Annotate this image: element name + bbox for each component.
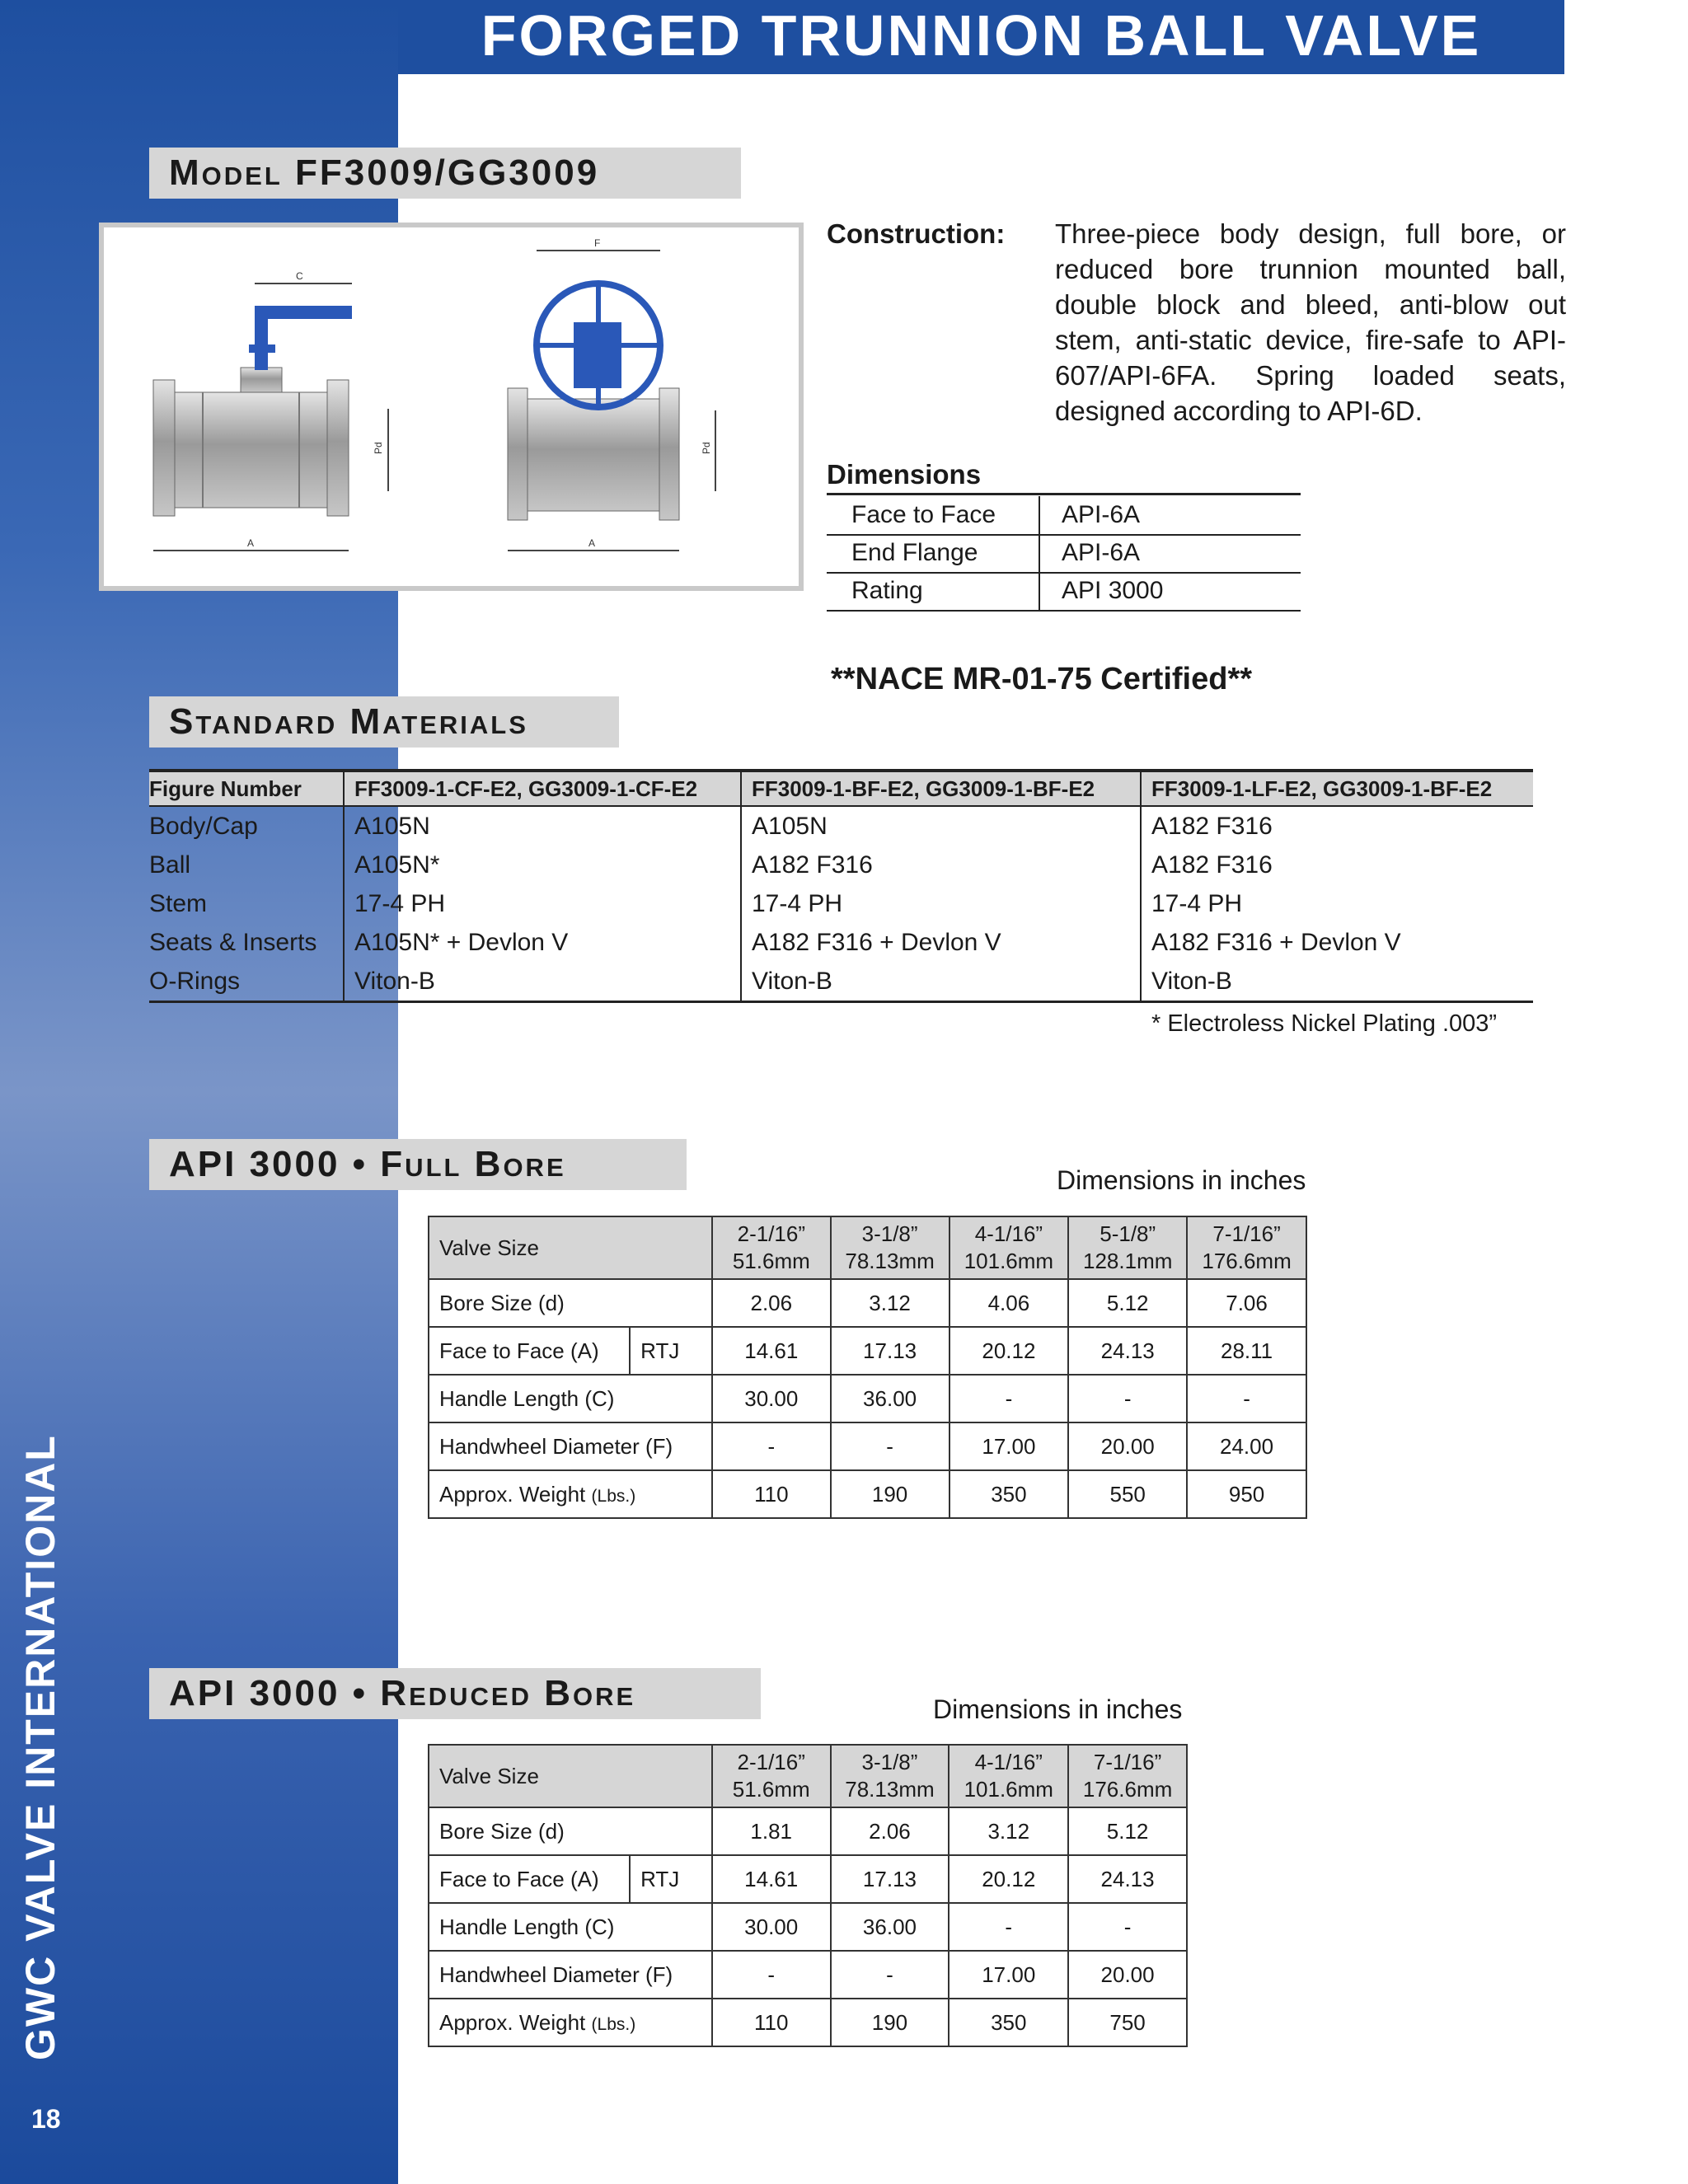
material-part: Stem bbox=[149, 889, 208, 917]
material-cell: Viton-B bbox=[741, 962, 1141, 1002]
valve-size-label: Valve Size bbox=[429, 1216, 712, 1279]
size-inches: 7-1/16” bbox=[1212, 1221, 1281, 1246]
row-label bbox=[429, 1999, 712, 2046]
table-cell: - bbox=[712, 1422, 831, 1470]
table-cell: 2.06 bbox=[712, 1279, 831, 1327]
label-d-right: Pd bbox=[701, 442, 712, 454]
table-row bbox=[429, 1855, 1187, 1903]
materials-heading: Standard Materials bbox=[149, 696, 619, 748]
table-row bbox=[149, 806, 1533, 846]
valve-size-col bbox=[1068, 1216, 1187, 1279]
table-cell: - bbox=[831, 1422, 950, 1470]
row-label: Handle Length (C) bbox=[429, 1903, 712, 1951]
rtj-label: RTJ bbox=[630, 1327, 712, 1375]
table-cell: 4.06 bbox=[950, 1279, 1069, 1327]
table-cell: 20.12 bbox=[949, 1855, 1068, 1903]
gear-valve-drawing bbox=[508, 237, 715, 551]
label-a-right: A bbox=[588, 537, 596, 549]
table-cell: 24.00 bbox=[1187, 1422, 1306, 1470]
table-cell: 110 bbox=[712, 1470, 831, 1518]
materials-col-header: FF3009-1-LF-E2, GG3009-1-BF-E2 bbox=[1141, 771, 1533, 806]
materials-footnote: * Electroless Nickel Plating .003” bbox=[1151, 1010, 1498, 1037]
table-header-row bbox=[429, 1216, 1306, 1279]
valve-size-col bbox=[1068, 1745, 1187, 1807]
full-bore-units-note: Dimensions in inches bbox=[1057, 1165, 1306, 1195]
page-number: 18 bbox=[31, 2104, 61, 2134]
table-cell: 5.12 bbox=[1068, 1807, 1187, 1855]
valve-illustration bbox=[99, 223, 804, 591]
table-cell: 28.11 bbox=[1187, 1327, 1306, 1375]
materials-col-header: Figure Number bbox=[149, 771, 344, 806]
rtj-label: RTJ bbox=[630, 1855, 712, 1903]
table-cell: 550 bbox=[1068, 1470, 1187, 1518]
material-cell: A182 F316 bbox=[741, 846, 1141, 884]
table-cell: 20.00 bbox=[1068, 1951, 1187, 1999]
table-cell: - bbox=[950, 1375, 1069, 1422]
table-cell: 2.06 bbox=[831, 1807, 950, 1855]
dimensions-rule bbox=[827, 493, 1301, 495]
table-row bbox=[149, 846, 1533, 884]
size-mm: 176.6mm bbox=[1082, 1777, 1173, 1802]
dimension-value: API 3000 bbox=[1062, 577, 1164, 604]
table-row bbox=[429, 1279, 1306, 1327]
valve-size-col bbox=[712, 1745, 831, 1807]
size-inches: 2-1/16” bbox=[737, 1221, 805, 1246]
lever-valve-drawing bbox=[153, 270, 388, 551]
model-heading: Model FF3009/GG3009 bbox=[149, 148, 741, 199]
table-cell: 1.81 bbox=[712, 1807, 831, 1855]
materials-col-header: FF3009-1-CF-E2, GG3009-1-CF-E2 bbox=[344, 771, 741, 806]
table-cell: 350 bbox=[949, 1999, 1068, 2046]
table-cell: 14.61 bbox=[712, 1855, 831, 1903]
row-label: Bore Size (d) bbox=[429, 1807, 712, 1855]
company-name: GWC VALVE INTERNATIONAL bbox=[17, 1434, 63, 2060]
material-part: Body/Cap bbox=[149, 812, 258, 840]
table-row bbox=[429, 1951, 1187, 1999]
size-inches: 4-1/16” bbox=[974, 1221, 1043, 1246]
table-cell: 17.00 bbox=[950, 1422, 1069, 1470]
table-cell: 350 bbox=[950, 1470, 1069, 1518]
table-row bbox=[429, 1807, 1187, 1855]
materials-header-row bbox=[149, 771, 1533, 806]
table-cell: 17.13 bbox=[831, 1327, 950, 1375]
table-cell: 3.12 bbox=[831, 1279, 950, 1327]
row-label: Bore Size (d) bbox=[429, 1279, 712, 1327]
size-mm: 78.13mm bbox=[845, 1249, 935, 1273]
dimension-value: API-6A bbox=[1062, 539, 1141, 566]
table-cell: - bbox=[712, 1951, 831, 1999]
table-cell: 24.13 bbox=[1068, 1327, 1187, 1375]
table-cell: 36.00 bbox=[831, 1903, 950, 1951]
table-row bbox=[429, 1903, 1187, 1951]
material-cell: A105N* bbox=[344, 846, 741, 884]
table-cell: 950 bbox=[1187, 1470, 1306, 1518]
nace-certification: **NACE MR-01-75 Certified** bbox=[831, 662, 1253, 696]
table-header-row bbox=[429, 1745, 1187, 1807]
weight-unit: (Lbs.) bbox=[591, 1486, 636, 1506]
weight-label: Approx. Weight bbox=[439, 2009, 586, 2035]
table-cell: 190 bbox=[831, 1470, 950, 1518]
row-label: Handle Length (C) bbox=[429, 1375, 712, 1422]
valve-size-label: Valve Size bbox=[429, 1745, 712, 1807]
valve-size-col bbox=[949, 1745, 1068, 1807]
material-cell: 17-4 PH bbox=[741, 884, 1141, 923]
table-row bbox=[429, 1375, 1306, 1422]
material-part: Seats & Inserts bbox=[149, 928, 317, 956]
material-cell: A105N bbox=[741, 806, 1141, 846]
table-cell: 36.00 bbox=[831, 1375, 950, 1422]
table-row bbox=[429, 1470, 1306, 1518]
size-inches: 4-1/16” bbox=[974, 1750, 1043, 1774]
dimension-key: Face to Face bbox=[851, 501, 996, 528]
table-cell: 20.12 bbox=[950, 1327, 1069, 1375]
size-inches: 2-1/16” bbox=[737, 1750, 805, 1774]
table-cell: 24.13 bbox=[1068, 1855, 1187, 1903]
page-title: FORGED TRUNNION BALL VALVE bbox=[398, 0, 1564, 74]
material-cell: 17-4 PH bbox=[344, 884, 741, 923]
material-cell: A182 F316 + Devlon V bbox=[1141, 923, 1533, 962]
material-part: O-Rings bbox=[149, 962, 344, 1002]
row-label bbox=[429, 1470, 712, 1518]
valve-size-col bbox=[712, 1216, 831, 1279]
size-mm: 78.13mm bbox=[845, 1777, 935, 1802]
material-cell: A105N* + Devlon V bbox=[344, 923, 741, 962]
table-cell: 5.12 bbox=[1068, 1279, 1187, 1327]
material-part: Ball bbox=[149, 851, 191, 879]
reduced-bore-units-note: Dimensions in inches bbox=[933, 1694, 1183, 1724]
dimensions-title: Dimensions bbox=[827, 459, 982, 490]
materials-table bbox=[149, 769, 1533, 1003]
table-cell: 30.00 bbox=[712, 1375, 831, 1422]
dimensions-row bbox=[827, 496, 1301, 536]
size-mm: 176.6mm bbox=[1202, 1249, 1292, 1273]
size-mm: 128.1mm bbox=[1083, 1249, 1173, 1273]
table-cell: 750 bbox=[1068, 1999, 1187, 2046]
material-cell: A105N bbox=[344, 806, 741, 846]
row-label: Face to Face (A) bbox=[429, 1327, 630, 1375]
table-row bbox=[149, 923, 1533, 962]
dimension-key: Rating bbox=[851, 577, 923, 604]
dimension-value: API-6A bbox=[1062, 501, 1141, 528]
table-cell: 20.00 bbox=[1068, 1422, 1187, 1470]
size-inches: 7-1/16” bbox=[1093, 1750, 1162, 1774]
full-bore-table bbox=[428, 1216, 1307, 1519]
valve-size-col bbox=[831, 1216, 950, 1279]
table-row bbox=[429, 1999, 1187, 2046]
reduced-bore-heading: API 3000 • Reduced Bore bbox=[149, 1668, 761, 1719]
material-cell: 17-4 PH bbox=[1141, 884, 1533, 923]
label-d-left: Pd bbox=[373, 442, 384, 454]
material-cell: A182 F316 bbox=[1141, 846, 1533, 884]
label-c: C bbox=[296, 270, 303, 282]
valve-size-col bbox=[831, 1745, 950, 1807]
size-mm: 101.6mm bbox=[964, 1777, 1053, 1802]
size-inches: 5-1/8” bbox=[1100, 1221, 1156, 1246]
material-cell: Viton-B bbox=[1141, 962, 1533, 1002]
table-cell: - bbox=[1068, 1903, 1187, 1951]
table-cell: 110 bbox=[712, 1999, 831, 2046]
label-f: F bbox=[594, 237, 601, 249]
table-cell: 17.13 bbox=[831, 1855, 950, 1903]
material-cell: Viton-B bbox=[344, 962, 741, 1002]
dimensions-row bbox=[827, 572, 1301, 612]
table-cell: 3.12 bbox=[949, 1807, 1068, 1855]
table-cell: - bbox=[949, 1903, 1068, 1951]
table-cell: - bbox=[1187, 1375, 1306, 1422]
weight-label: Approx. Weight bbox=[439, 1481, 586, 1507]
reduced-bore-table bbox=[428, 1744, 1188, 2047]
table-row bbox=[149, 884, 1533, 923]
size-inches: 3-1/8” bbox=[861, 1221, 918, 1246]
row-label: Face to Face (A) bbox=[429, 1855, 630, 1903]
construction-label: Construction: bbox=[827, 218, 1006, 249]
weight-unit: (Lbs.) bbox=[591, 2014, 636, 2034]
dimensions-row bbox=[827, 534, 1301, 574]
table-cell: 7.06 bbox=[1187, 1279, 1306, 1327]
table-cell: 190 bbox=[831, 1999, 950, 2046]
construction-text: Three-piece body design, full bore, or reduced bore trunnion mounted ball, double block and bleed, anti-blow out stem, anti-static device, fire-safe to API-607/API-6FA. Spring loaded seats, designed according to API-6D. bbox=[1055, 218, 1566, 426]
valve-drawings bbox=[104, 227, 799, 586]
table-cell: 14.61 bbox=[712, 1327, 831, 1375]
dimension-key: End Flange bbox=[851, 539, 978, 566]
table-row bbox=[149, 962, 1533, 1002]
table-row bbox=[429, 1422, 1306, 1470]
table-cell: 30.00 bbox=[712, 1903, 831, 1951]
material-cell: A182 F316 + Devlon V bbox=[741, 923, 1141, 962]
valve-size-col bbox=[1187, 1216, 1306, 1279]
materials-col-header: FF3009-1-BF-E2, GG3009-1-BF-E2 bbox=[741, 771, 1141, 806]
material-cell: A182 F316 bbox=[1141, 806, 1533, 846]
label-a-left: A bbox=[247, 537, 255, 549]
size-inches: 3-1/8” bbox=[861, 1750, 918, 1774]
full-bore-heading: API 3000 • Full Bore bbox=[149, 1139, 687, 1190]
valve-size-col bbox=[950, 1216, 1069, 1279]
table-row bbox=[429, 1327, 1306, 1375]
size-mm: 51.6mm bbox=[732, 1249, 810, 1273]
table-cell: - bbox=[831, 1951, 950, 1999]
table-cell: 17.00 bbox=[949, 1951, 1068, 1999]
size-mm: 101.6mm bbox=[964, 1249, 1054, 1273]
row-label: Handwheel Diameter (F) bbox=[429, 1422, 712, 1470]
size-mm: 51.6mm bbox=[732, 1777, 810, 1802]
table-cell: - bbox=[1068, 1375, 1187, 1422]
row-label: Handwheel Diameter (F) bbox=[429, 1951, 712, 1999]
